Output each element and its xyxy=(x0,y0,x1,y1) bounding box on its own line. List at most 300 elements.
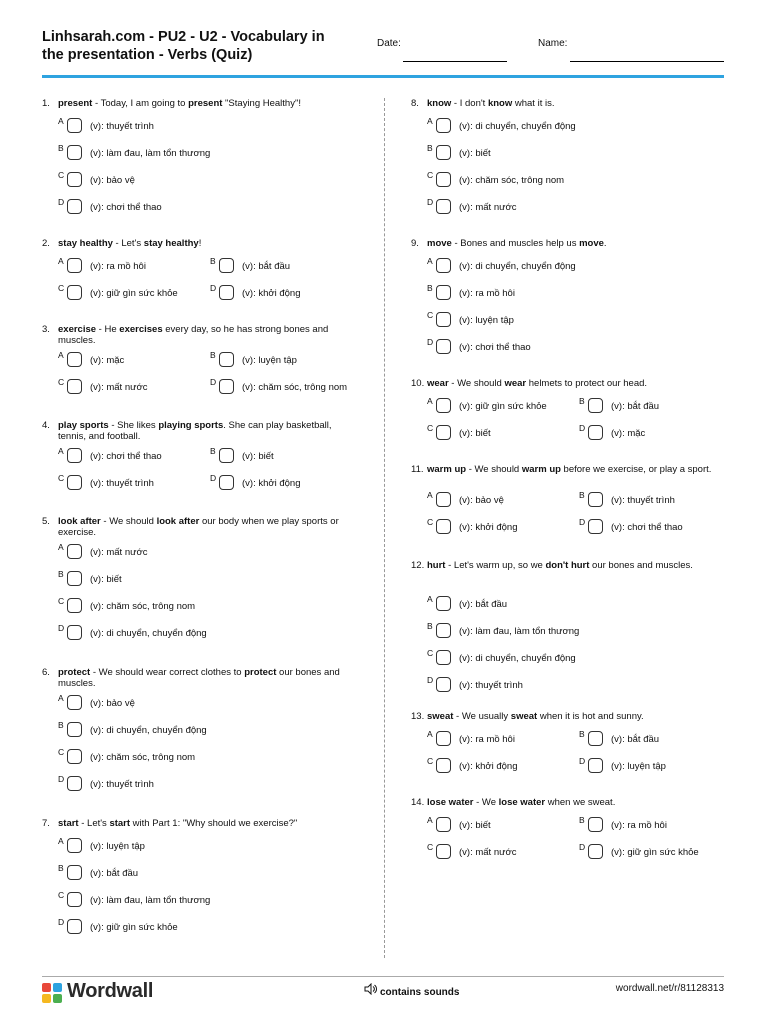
option-a[interactable] xyxy=(58,544,208,560)
option-letter: B xyxy=(427,283,433,293)
option-text: (v): mất nước xyxy=(90,382,148,393)
answer-checkbox[interactable] xyxy=(436,519,451,534)
option-text: (v): di chuyển, chuyển động xyxy=(459,121,576,132)
answer-checkbox[interactable] xyxy=(436,339,451,354)
sentence-part: - We should xyxy=(100,516,157,527)
vocab-in-sentence: present xyxy=(188,98,223,109)
option-letter: A xyxy=(58,836,64,846)
option-d[interactable] xyxy=(210,285,360,301)
vocab-in-sentence: protect xyxy=(244,667,277,678)
option-letter: B xyxy=(579,490,585,500)
option-text: (v): chơi thể thao xyxy=(611,522,683,533)
option-d[interactable] xyxy=(427,199,577,215)
option-letter: C xyxy=(58,596,65,606)
answer-checkbox[interactable] xyxy=(436,172,451,187)
sentence-part: every day, so he has strong bones and muscles. xyxy=(58,324,329,346)
vocab-word: play sports xyxy=(58,420,109,431)
vocab-word: lose water xyxy=(427,797,474,808)
option-letter: D xyxy=(579,842,586,852)
option-text: (v): giữ gìn sức khỏe xyxy=(459,401,547,412)
answer-checkbox[interactable] xyxy=(67,285,82,300)
option-a[interactable] xyxy=(58,258,208,274)
option-letter: A xyxy=(427,594,433,604)
option-letter: C xyxy=(58,377,65,387)
option-letter: C xyxy=(427,842,434,852)
option-letter: B xyxy=(210,350,216,360)
question-number: 5. xyxy=(42,516,50,527)
vocab-in-sentence: move xyxy=(579,238,604,249)
option-text: (v): giữ gìn sức khỏe xyxy=(90,922,178,933)
sentence-part: our bones and muscles. xyxy=(58,667,340,689)
option-a[interactable] xyxy=(427,258,577,274)
option-letter: A xyxy=(427,256,433,266)
question-number: 6. xyxy=(42,667,50,678)
question-stem xyxy=(42,516,339,538)
option-text: (v): bảo vệ xyxy=(90,698,135,709)
sentence-part: - We should xyxy=(466,464,522,475)
option-text: (v): ra mồ hôi xyxy=(459,734,515,745)
answer-checkbox[interactable] xyxy=(588,425,603,440)
option-letter: A xyxy=(427,116,433,126)
vocab-word: wear xyxy=(427,378,449,389)
option-text: (v): ra mồ hôi xyxy=(90,261,146,272)
answer-checkbox[interactable] xyxy=(67,838,82,853)
answer-checkbox[interactable] xyxy=(67,379,82,394)
option-text: (v): ra mồ hôi xyxy=(611,820,667,831)
answer-checkbox[interactable] xyxy=(219,379,234,394)
option-letter: D xyxy=(579,756,586,766)
vocab-word: move xyxy=(427,238,452,249)
option-text: (v): làm đau, làm tổn thương xyxy=(90,895,211,906)
question-text xyxy=(427,238,717,249)
answer-checkbox[interactable] xyxy=(67,571,82,586)
question-text xyxy=(427,797,717,808)
option-c[interactable] xyxy=(427,758,577,774)
option-c[interactable] xyxy=(58,172,208,188)
option-letter: A xyxy=(58,693,64,703)
option-letter: A xyxy=(58,350,64,360)
option-letter: B xyxy=(579,396,585,406)
option-letter: A xyxy=(58,542,64,552)
question-stem xyxy=(42,98,301,109)
sentence-part: our bones and muscles. xyxy=(589,560,693,571)
option-text: (v): mất nước xyxy=(459,847,517,858)
option-b[interactable] xyxy=(427,621,580,639)
sentence-part: helmets to protect our head. xyxy=(526,378,648,389)
answer-checkbox[interactable] xyxy=(588,731,603,746)
question-stem xyxy=(42,667,340,689)
answer-checkbox[interactable] xyxy=(219,448,234,463)
option-letter: C xyxy=(427,648,434,658)
vocab-in-sentence: sweat xyxy=(510,711,538,722)
answer-checkbox[interactable] xyxy=(436,492,451,507)
option-d[interactable] xyxy=(579,425,729,441)
answer-checkbox[interactable] xyxy=(436,199,451,214)
option-text: (v): chăm sóc, trông nom xyxy=(242,382,348,393)
answer-checkbox[interactable] xyxy=(436,425,451,440)
date-label: Date: xyxy=(377,38,401,49)
option-letter: D xyxy=(58,917,65,927)
question-stem xyxy=(42,238,202,249)
option-letter: C xyxy=(58,747,65,757)
vocab-in-sentence: look after xyxy=(156,516,200,527)
sentence-part: - Let's xyxy=(78,818,110,829)
answer-checkbox[interactable] xyxy=(588,758,603,773)
wordwall-logo-icon xyxy=(42,983,62,1003)
option-b[interactable] xyxy=(210,258,360,274)
option-text: (v): thuyết trình xyxy=(459,680,523,691)
question-number: 3. xyxy=(42,324,50,335)
vocab-in-sentence: wear xyxy=(504,378,527,389)
question-number: 7. xyxy=(42,818,50,829)
option-text: (v): làm đau, làm tổn thương xyxy=(90,148,211,159)
answer-checkbox[interactable] xyxy=(436,398,451,413)
option-letter: C xyxy=(58,890,65,900)
option-text: (v): khởi động xyxy=(459,761,518,772)
answer-checkbox[interactable] xyxy=(67,598,82,613)
option-text: (v): khởi động xyxy=(459,522,518,533)
sentence-part: - He xyxy=(96,324,120,335)
answer-checkbox[interactable] xyxy=(436,118,451,133)
sentence-part: what it is. xyxy=(512,98,555,109)
option-b[interactable] xyxy=(427,285,577,301)
vocab-word: know xyxy=(427,98,452,109)
option-text: (v): mất nước xyxy=(90,547,148,558)
contains-sounds xyxy=(364,983,459,998)
option-c[interactable] xyxy=(427,650,577,666)
vocab-in-sentence: lose water xyxy=(498,797,546,808)
question-stem xyxy=(411,464,712,475)
answer-checkbox[interactable] xyxy=(436,844,451,859)
vocab-word: present xyxy=(58,98,93,109)
answer-checkbox[interactable] xyxy=(219,475,234,490)
question-text xyxy=(427,711,717,722)
option-a[interactable] xyxy=(427,817,577,833)
option-letter: D xyxy=(427,197,434,207)
answer-checkbox[interactable] xyxy=(436,731,451,746)
question-text xyxy=(58,238,348,249)
option-letter: B xyxy=(427,143,433,153)
option-text: (v): bắt đầu xyxy=(242,261,291,272)
brand-name: Wordwall xyxy=(67,980,154,1002)
answer-checkbox[interactable] xyxy=(67,448,82,463)
question-text xyxy=(427,464,717,475)
answer-checkbox[interactable] xyxy=(436,145,451,160)
worksheet-url: wordwall.net/r/81128313 xyxy=(615,983,724,994)
answer-checkbox[interactable] xyxy=(588,492,603,507)
option-d[interactable] xyxy=(210,379,360,395)
sentence-part: our body when we play sports or exercise. xyxy=(58,516,339,538)
sentence-part: - Let's warm up, so we xyxy=(445,560,546,571)
option-letter: A xyxy=(58,116,64,126)
option-text: (v): giữ gìn sức khỏe xyxy=(90,288,178,299)
option-text: (v): di chuyển, chuyển động xyxy=(90,628,207,639)
option-letter: C xyxy=(427,423,434,433)
option-letter: D xyxy=(58,774,65,784)
option-letter: A xyxy=(58,256,64,266)
option-letter: C xyxy=(58,283,65,293)
option-c[interactable] xyxy=(58,285,208,301)
answer-checkbox[interactable] xyxy=(436,758,451,773)
option-a[interactable] xyxy=(58,695,208,711)
option-a[interactable] xyxy=(58,448,208,464)
sentence-part: - I don't xyxy=(451,98,488,109)
answer-checkbox[interactable] xyxy=(436,285,451,300)
option-c[interactable] xyxy=(427,172,577,188)
option-c[interactable] xyxy=(427,425,577,441)
option-text: (v): thuyết trình xyxy=(611,495,675,506)
question-number: 13. xyxy=(411,711,425,722)
answer-checkbox[interactable] xyxy=(67,865,82,880)
sentence-part: . xyxy=(603,238,607,249)
answer-checkbox[interactable] xyxy=(219,258,234,273)
answer-checkbox[interactable] xyxy=(219,285,234,300)
option-text: (v): chơi thể thao xyxy=(90,451,162,462)
option-text: (v): ra mồ hôi xyxy=(459,288,515,299)
question-text xyxy=(58,667,348,689)
answer-checkbox[interactable] xyxy=(588,817,603,832)
option-letter: D xyxy=(427,675,434,685)
option-text: (v): biết xyxy=(459,148,491,159)
answer-checkbox[interactable] xyxy=(588,844,603,859)
answer-checkbox[interactable] xyxy=(67,749,82,764)
option-c[interactable] xyxy=(58,749,208,765)
sentence-part: ! xyxy=(198,238,202,249)
option-d[interactable] xyxy=(210,475,360,491)
sentence-part: - We should wear correct clothes to xyxy=(90,667,245,678)
option-text: (v): chăm sóc, trông nom xyxy=(90,601,196,612)
question-text xyxy=(427,378,717,389)
question-number: 9. xyxy=(411,238,419,249)
answer-checkbox[interactable] xyxy=(67,695,82,710)
name-line xyxy=(570,61,724,62)
answer-checkbox[interactable] xyxy=(67,892,82,907)
answer-checkbox[interactable] xyxy=(436,596,451,611)
vocab-in-sentence: don't hurt xyxy=(545,560,590,571)
question-text xyxy=(58,420,348,442)
option-text: (v): luyện tập xyxy=(242,355,297,366)
option-a[interactable] xyxy=(58,118,208,134)
column-divider xyxy=(384,98,385,958)
option-c[interactable] xyxy=(58,890,211,908)
option-letter: B xyxy=(210,256,216,266)
answer-checkbox[interactable] xyxy=(67,625,82,640)
option-text: (v): chăm sóc, trông nom xyxy=(459,175,565,186)
option-text: (v): bắt đầu xyxy=(611,734,660,745)
option-b[interactable] xyxy=(579,817,729,833)
option-letter: D xyxy=(579,517,586,527)
question-number: 1. xyxy=(42,98,50,109)
option-letter: B xyxy=(58,863,64,873)
option-text: (v): bảo vệ xyxy=(459,495,504,506)
option-d[interactable] xyxy=(58,199,208,215)
option-text: (v): thuyết trình xyxy=(90,121,154,132)
option-letter: C xyxy=(58,473,65,483)
answer-checkbox[interactable] xyxy=(67,145,82,160)
option-c[interactable] xyxy=(427,312,577,328)
vocab-word: stay healthy xyxy=(58,238,113,249)
option-letter: A xyxy=(427,396,433,406)
option-d[interactable] xyxy=(427,677,577,693)
option-text: (v): khởi động xyxy=(242,478,301,489)
question-number: 4. xyxy=(42,420,50,431)
answer-checkbox[interactable] xyxy=(436,623,451,638)
option-b[interactable] xyxy=(427,145,577,161)
answer-checkbox[interactable] xyxy=(67,776,82,791)
question-stem xyxy=(411,797,616,808)
vocab-in-sentence: warm up xyxy=(521,464,561,475)
option-d[interactable] xyxy=(58,919,208,935)
option-b[interactable] xyxy=(58,571,208,587)
option-c[interactable] xyxy=(427,519,577,535)
option-a[interactable] xyxy=(427,118,577,134)
option-d[interactable] xyxy=(579,758,729,774)
sentence-part: with Part 1: "Why should we exercise?" xyxy=(130,818,298,829)
option-a[interactable] xyxy=(58,352,208,368)
option-text: (v): di chuyển, chuyển động xyxy=(90,725,207,736)
answer-checkbox[interactable] xyxy=(67,722,82,737)
option-text: (v): biết xyxy=(459,428,491,439)
option-c[interactable] xyxy=(427,844,577,860)
option-b[interactable] xyxy=(58,722,208,738)
option-letter: D xyxy=(58,623,65,633)
option-d[interactable] xyxy=(579,519,729,535)
option-b[interactable] xyxy=(579,492,729,508)
option-d[interactable] xyxy=(58,625,208,641)
option-letter: B xyxy=(58,143,64,153)
vocab-in-sentence: know xyxy=(487,98,513,109)
question-text xyxy=(58,324,348,346)
answer-checkbox[interactable] xyxy=(67,172,82,187)
option-letter: A xyxy=(427,490,433,500)
question-number: 10. xyxy=(411,378,425,389)
vocab-word: protect xyxy=(58,667,91,678)
option-letter: B xyxy=(58,569,64,579)
question-stem xyxy=(42,818,298,829)
option-letter: D xyxy=(210,377,217,387)
question-text xyxy=(58,516,348,538)
vocab-word: warm up xyxy=(427,464,467,475)
option-letter: B xyxy=(58,720,64,730)
answer-checkbox[interactable] xyxy=(67,919,82,934)
answer-checkbox[interactable] xyxy=(67,258,82,273)
answer-checkbox[interactable] xyxy=(67,544,82,559)
option-text: (v): bảo vệ xyxy=(90,175,135,186)
answer-checkbox[interactable] xyxy=(67,118,82,133)
sentence-part: "Staying Healthy"! xyxy=(222,98,301,109)
option-text: (v): bắt đầu xyxy=(459,599,508,610)
answer-checkbox[interactable] xyxy=(219,352,234,367)
option-b[interactable] xyxy=(210,448,360,464)
option-d[interactable] xyxy=(579,844,729,860)
question-number: 12. xyxy=(411,560,425,571)
option-text: (v): mất nước xyxy=(459,202,517,213)
option-b[interactable] xyxy=(210,352,360,368)
option-letter: B xyxy=(579,729,585,739)
vocab-word: look after xyxy=(58,516,101,527)
sentence-part: - We should xyxy=(448,378,505,389)
answer-checkbox[interactable] xyxy=(436,258,451,273)
sentence-part: when it is hot and sunny. xyxy=(537,711,644,722)
answer-checkbox[interactable] xyxy=(67,475,82,490)
option-letter: D xyxy=(210,473,217,483)
sentence-part: - We xyxy=(473,797,499,808)
option-a[interactable] xyxy=(427,398,577,414)
option-letter: C xyxy=(427,756,434,766)
vocab-word: start xyxy=(58,818,79,829)
answer-checkbox[interactable] xyxy=(436,817,451,832)
option-text: (v): thuyết trình xyxy=(90,478,154,489)
question-text xyxy=(58,818,348,829)
vocab-in-sentence: start xyxy=(109,818,131,829)
option-d[interactable] xyxy=(58,776,208,792)
option-text: (v): mặc xyxy=(611,428,646,439)
option-text: (v): biết xyxy=(90,574,122,585)
answer-checkbox[interactable] xyxy=(436,677,451,692)
question-stem xyxy=(411,560,693,571)
option-text: (v): luyện tập xyxy=(459,315,514,326)
option-b[interactable] xyxy=(58,865,208,881)
option-c[interactable] xyxy=(58,379,208,395)
answer-checkbox[interactable] xyxy=(436,312,451,327)
option-b[interactable] xyxy=(579,398,729,414)
option-a[interactable] xyxy=(427,492,577,508)
option-text: (v): biết xyxy=(242,451,274,462)
option-text: (v): di chuyển, chuyển động xyxy=(459,653,576,664)
worksheet-header xyxy=(42,28,726,76)
sentence-part: before we exercise, or play a sport. xyxy=(560,464,712,475)
question-text xyxy=(58,98,348,109)
option-d[interactable] xyxy=(427,339,577,355)
sentence-part: - She likes xyxy=(108,420,159,431)
option-letter: B xyxy=(427,621,433,631)
vocab-in-sentence: playing sports xyxy=(158,420,224,431)
answer-checkbox[interactable] xyxy=(67,352,82,367)
option-text: (v): bắt đầu xyxy=(90,868,139,879)
answer-checkbox[interactable] xyxy=(436,650,451,665)
sounds-label: contains sounds xyxy=(380,987,460,998)
option-a[interactable] xyxy=(427,596,577,612)
question-stem xyxy=(42,420,332,442)
option-c[interactable] xyxy=(58,475,208,491)
option-letter: C xyxy=(427,170,434,180)
vocab-word: exercise xyxy=(58,324,97,335)
option-text: (v): mặc xyxy=(90,355,125,366)
question-text xyxy=(427,560,717,571)
sentence-part: when we sweat. xyxy=(545,797,616,808)
answer-checkbox[interactable] xyxy=(67,199,82,214)
option-text: (v): biết xyxy=(459,820,491,831)
option-text: (v): giữ gìn sức khỏe xyxy=(611,847,699,858)
question-text xyxy=(427,98,717,109)
answer-checkbox[interactable] xyxy=(588,519,603,534)
answer-checkbox[interactable] xyxy=(588,398,603,413)
sentence-part: . She can play basketball, tennis, and football. xyxy=(58,420,332,442)
question-number: 14. xyxy=(411,797,425,808)
header-rule xyxy=(42,75,724,78)
option-a[interactable] xyxy=(427,731,577,747)
option-b[interactable] xyxy=(58,143,211,161)
option-c[interactable] xyxy=(58,598,208,614)
option-text: (v): làm đau, làm tổn thương xyxy=(459,626,580,637)
option-text: (v): luyện tập xyxy=(90,841,145,852)
footer-rule xyxy=(42,976,724,977)
question-number: 11. xyxy=(411,464,424,475)
option-b[interactable] xyxy=(579,731,729,747)
option-text: (v): chơi thể thao xyxy=(90,202,162,213)
option-a[interactable] xyxy=(58,838,208,854)
option-letter: A xyxy=(427,815,433,825)
